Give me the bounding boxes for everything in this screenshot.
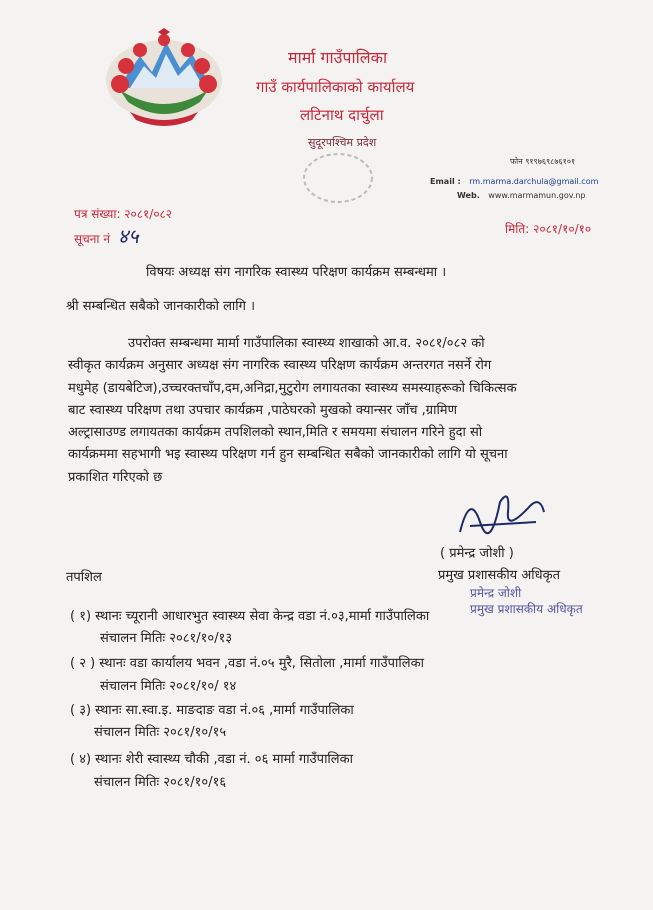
web-label: Web.: [457, 191, 480, 200]
body-line: मधुमेह (डायबेटिज),उच्चरक्तचाँप,दम,अनिद्रा,मुटुरोग लगायतका स्वास्थ्य समस्याहरूको चिकित्सक: [68, 380, 517, 396]
body-line: स्वीकृत कार्यक्रम अनुसार अध्यक्ष संग नागरिक स्वास्थ्य परिक्षण कार्यक्रम अन्तरगत नसर्ने रोग: [68, 358, 492, 374]
office-location: लटिनाथ दार्चुला: [300, 106, 384, 124]
signatory-name: ( प्रमेन्द्र जोशी ): [440, 546, 514, 561]
schedule-date: संचालन मितिः २०८१/१०/ १४: [100, 679, 237, 694]
signatory-stamp: [470, 585, 583, 617]
letter-number: पत्र संख्या: २०८१/०८२: [74, 207, 173, 221]
body-line: उपरोक्त सम्बन्धमा मार्मा गाउँपालिका स्वास्थ्य शाखाको आ.व. २०८१/०८२ को: [128, 336, 485, 351]
notice-number-label: सूचना नं: [74, 232, 110, 246]
org-name: मार्मा गाउँपालिका: [288, 48, 388, 67]
stamp-title: प्रमुख प्रशासकीय अधिकृत: [470, 602, 583, 616]
email-address[interactable]: rm.marma.darchula@gmail.com: [469, 177, 599, 186]
salutation: श्री सम्बन्धित सबैको जानकारीको लागि ।: [66, 299, 256, 314]
schedule-date: संचालन मितिः २०८१/१०/१३: [100, 631, 233, 646]
signatory-title: प्रमुख प्रशासकीय अधिकृत: [438, 568, 561, 583]
contact-phone: फोन ९१९७६९८७६१०१: [510, 157, 576, 166]
faded-stamp-icon: [290, 148, 386, 208]
schedule-date: संचालन मितिः २०८१/१०/१५: [94, 725, 227, 740]
schedule-date: संचालन मितिः २०८१/१०/१६: [94, 775, 227, 790]
body-line: अल्ट्रासाउण्ड लगायतका कार्यक्रम तपशिलको स्थान,मिति र समयमा संचालन गरिने हुदा सो: [68, 425, 483, 441]
body-line: कार्यक्रममा सहभागी भइ स्वास्थ्य परिक्षण गर्न हुन सम्बन्धित सबैको जानकारीको लागि यो सूचना: [68, 447, 508, 463]
body-line: बाट स्वास्थ्य परिक्षण तथा उपचार कार्यक्रम ,पाठेघरको मुखको क्यान्सर जाँच ,ग्रामिण: [68, 402, 457, 418]
schedule-heading: तपशिल: [66, 570, 102, 585]
schedule-place: ( ३) स्थानः सा.स्वा.इ. माङदाङ वडा नं.०६ ,मार्मा गाउँपालिका: [70, 703, 354, 718]
body-paragraph: [68, 333, 628, 489]
subject-line: विषयः अध्यक्ष संग नागरिक स्वास्थ्य परिक्षण कार्यक्रम सम्बन्धमा ।: [146, 265, 447, 280]
contact-web: [457, 191, 586, 200]
schedule-place: ( १) स्थानः च्यूरानी आधारभुत स्वास्थ्य सेवा केन्द्र वडा नं.०३,मार्मा गाउँपालिका: [70, 609, 430, 624]
schedule-place: ( ४) स्थानः शेरी स्वास्थ्य चौकी ,वडा नं. ०६ मार्मा गाउँपालिका: [70, 752, 353, 767]
contact-email: [430, 177, 598, 186]
letter-date: मिति: २०८१/१०/१०: [505, 222, 592, 236]
nepal-emblem-icon: [100, 28, 228, 128]
stamp-name: प्रमेन्द्र जोशी: [470, 586, 522, 600]
schedule-place: ( २ ) स्थानः वडा कार्यालय भवन ,वडा नं.०५ मुरै, सितोला ,मार्मा गाउँपालिका: [70, 656, 424, 671]
web-address[interactable]: www.marmamun.gov.np: [488, 191, 586, 200]
notice-number: [74, 222, 139, 249]
province-name: सुदूरपश्चिम प्रदेश: [308, 136, 377, 149]
office-name: गाउँ कार्यपालिकाको कार्यालय: [256, 78, 415, 96]
body-line: प्रकाशित गरिएको छ: [68, 469, 163, 485]
handwritten-signature: [440, 482, 560, 542]
email-label: Email :: [430, 177, 461, 186]
notice-number-value: ४५: [117, 224, 139, 248]
